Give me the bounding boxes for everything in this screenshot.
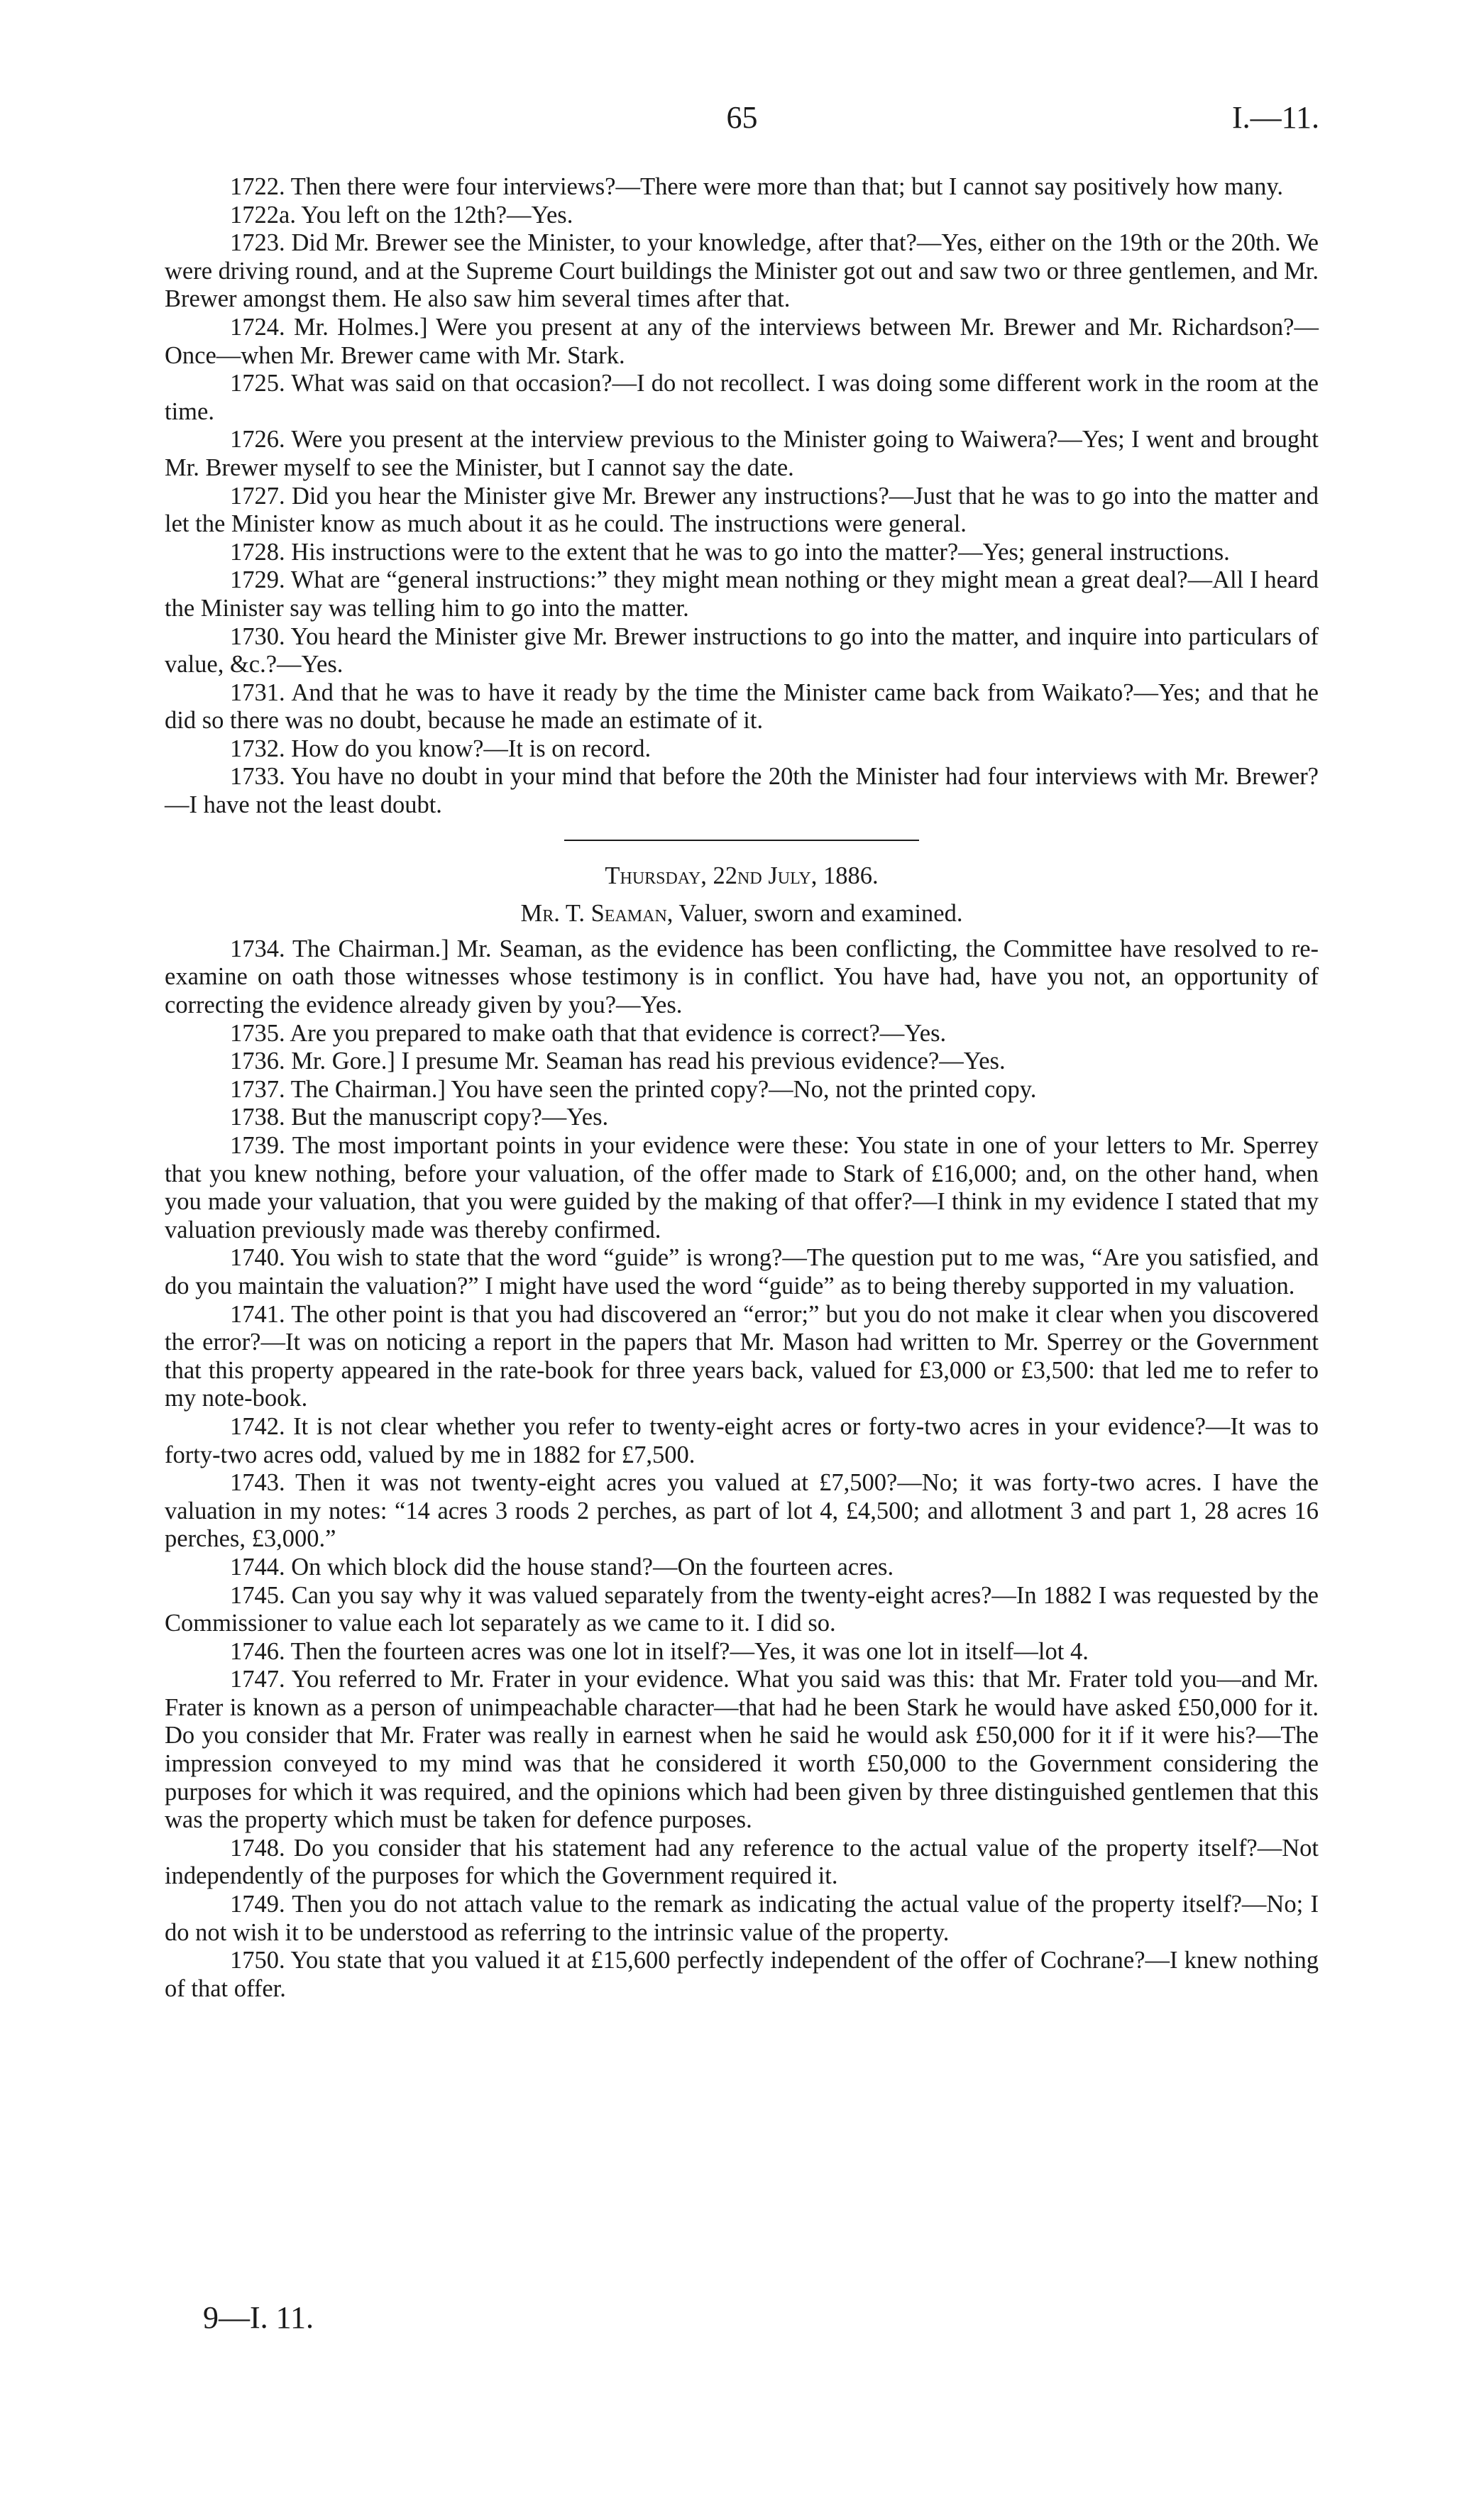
testimony-paragraph: 1725. What was said on that occasion?—I do not recollect. I was doing some different work in the room at the time. [165, 370, 1319, 425]
testimony-paragraph: 1722. Then there were four interviews?—There were more than that; but I cannot say positively how many. [230, 173, 1283, 200]
testimony-part-two [165, 935, 1319, 2004]
testimony-paragraph: 1741. The other point is that you had discovered an “error;” but you do not make it clear when you discovered the error?—It was on noticing a report in the papers that Mr. Mason had written to Mr. Sperrey or the Government that this property appeared in the rate-book for three years back, valued for £3,000 or £3,500: that led me to refer to my note-book. [165, 1300, 1319, 1412]
testimony-paragraph: 1727. Did you hear the Minister give Mr. Brewer any instructions?—Just that he was to go into the matter and let the Minister know as much about it as he could. The instructions were general. [165, 482, 1319, 538]
testimony-paragraph: 1722a. You left on the 12th?—Yes. [230, 201, 573, 229]
testimony-paragraph: 1750. You state that you valued it at £15,600 perfectly independent of the offer of Cochrane?—I knew nothing of that offer. [165, 1947, 1319, 2002]
testimony-paragraph: 1736. Mr. Gore.] I presume Mr. Seaman has read his previous evidence?—Yes. [230, 1048, 1006, 1075]
section-divider [564, 840, 919, 841]
testimony-paragraph: 1726. Were you present at the interview previous to the Minister going to Waiwera?—Yes; I went and brought Mr. Brewer myself to see the Minister, but I cannot say the date. [165, 426, 1319, 481]
testimony-paragraph: 1745. Can you say why it was valued separately from the twenty-eight acres?—In 1882 I was requested by the Commissioner to value each lot separately as we came to it. I did so. [165, 1581, 1319, 1637]
testimony-paragraph: 1738. But the manuscript copy?—Yes. [230, 1104, 609, 1131]
testimony-paragraph: 1749. Then you do not attach value to the remark as indicating the actual value of the property itself?—No; I do not wish it to be understood as referring to the intrinsic value of the property. [165, 1891, 1319, 1946]
testimony-paragraph: 1740. You wish to state that the word “guide” is wrong?—The question put to me was, “Are you satisfied, and do you maintain the valuation?” I might have used the word “guide” as to being thereby supported in my valuation. [165, 1244, 1319, 1299]
page-number: 65 [726, 100, 758, 135]
testimony-paragraph: 1733. You have no doubt in your mind that before the 20th the Minister had four interviews with Mr. Brewer?—I have not the least doubt. [165, 763, 1319, 819]
testimony-paragraph: 1744. On which block did the house stand?—On the fourteen acres. [230, 1553, 894, 1581]
document-reference: I.—11. [1231, 100, 1319, 135]
testimony-paragraph: 1748. Do you consider that his statement had any reference to the actual value of the property itself?—Not independently of the purposes for which the Government required it. [165, 1834, 1319, 1890]
testimony-paragraph: 1729. What are “general instructions:” they might mean nothing or they might mean a great deal?—All I heard the Minister say was telling him to go into the matter. [165, 566, 1319, 622]
testimony-paragraph: 1735. Are you prepared to make oath that that evidence is correct?—Yes. [230, 1019, 947, 1047]
testimony-paragraph: 1728. His instructions were to the extent that he was to go into the matter?—Yes; general instructions. [230, 538, 1230, 566]
testimony-paragraph: 1732. How do you know?—It is on record. [230, 735, 652, 762]
testimony-part-one [165, 173, 1319, 820]
testimony-paragraph: 1724. Mr. Holmes.] Were you present at any of the interviews between Mr. Brewer and Mr. Richardson?—Once—when Mr. Brewer came with Mr. Stark. [165, 313, 1319, 369]
witness-heading [165, 900, 1319, 928]
testimony-paragraph: 1737. The Chairman.] You have seen the printed copy?—No, not the printed copy. [230, 1075, 1037, 1103]
document-body [165, 173, 1319, 2003]
witness-description: Valuer, sworn and examined. [673, 900, 963, 928]
signature-mark: 9—I. 11. [203, 2300, 314, 2335]
testimony-paragraph: 1742. It is not clear whether you refer to twenty-eight acres or forty-two acres in your evidence?—It was to forty-two acres odd, valued by me in 1882 for £7,500. [165, 1412, 1319, 1468]
testimony-paragraph: 1743. Then it was not twenty-eight acres you valued at £7,500?—No; it was forty-two acres. I have the valuation in my notes: “14 acres 3 roods 2 perches, as part of lot 4, £4,500; and allotment 3 and part 1, 28 acres 16 perches, £3,000.” [165, 1469, 1319, 1553]
page-header [165, 99, 1319, 149]
testimony-paragraph: 1739. The most important points in your evidence were these: You state in one of your letters to Mr. Sperrey that you knew nothing, before your valuation, of the offer made to Stark of £16,000; and, on the other hand, when you made your valuation, that you were guided by the making of that offer?—I think in my evidence I stated that my valuation previously made was thereby confirmed. [165, 1132, 1319, 1243]
testimony-paragraph: 1746. Then the fourteen acres was one lot in itself?—Yes, it was one lot in itself—lot 4. [230, 1637, 1089, 1665]
witness-name: Mr. T. Seaman, [520, 900, 674, 928]
testimony-paragraph: 1731. And that he was to have it ready by the time the Minister came back from Waikato?—Yes; and that he did so there was no doubt, because he made an estimate of it. [165, 678, 1319, 735]
testimony-paragraph: 1730. You heard the Minister give Mr. Brewer instructions to go into the matter, and inquire into particulars of value, &c.?—Yes. [165, 622, 1319, 678]
testimony-paragraph: 1723. Did Mr. Brewer see the Minister, to your knowledge, after that?—Yes, either on the 19th or the 20th. We were driving round, and at the Supreme Court buildings the Minister got out and saw two or three gentlemen, and Mr. Brewer amongst them. He also saw him several times after that. [165, 229, 1319, 313]
testimony-paragraph: 1747. You referred to Mr. Frater in your evidence. What you said was this: that Mr. Frater told you—and Mr. Frater is known as a person of unimpeachable character—that had he been Stark he would have asked £50,000 for it. Do you consider that Mr. Frater was really in earnest when he said he would ask £50,000 for it if it were his?—The impression conveyed to my mind was that he considered it worth £50,000 to the Government considering the purposes for which it was required, and the opinions which had been given by three distinguished gentlemen that this was the property which must be taken for defence purposes. [165, 1666, 1319, 1834]
testimony-paragraph: 1734. The Chairman.] Mr. Seaman, as the evidence has been conflicting, the Committee have resolved to re-examine on oath those witnesses whose testimony is in conflict. You have had, have you not, an opportunity of correcting the evidence already given by you?—Yes. [165, 935, 1319, 1019]
session-date: Thursday, 22nd July, 1886. [605, 862, 879, 889]
